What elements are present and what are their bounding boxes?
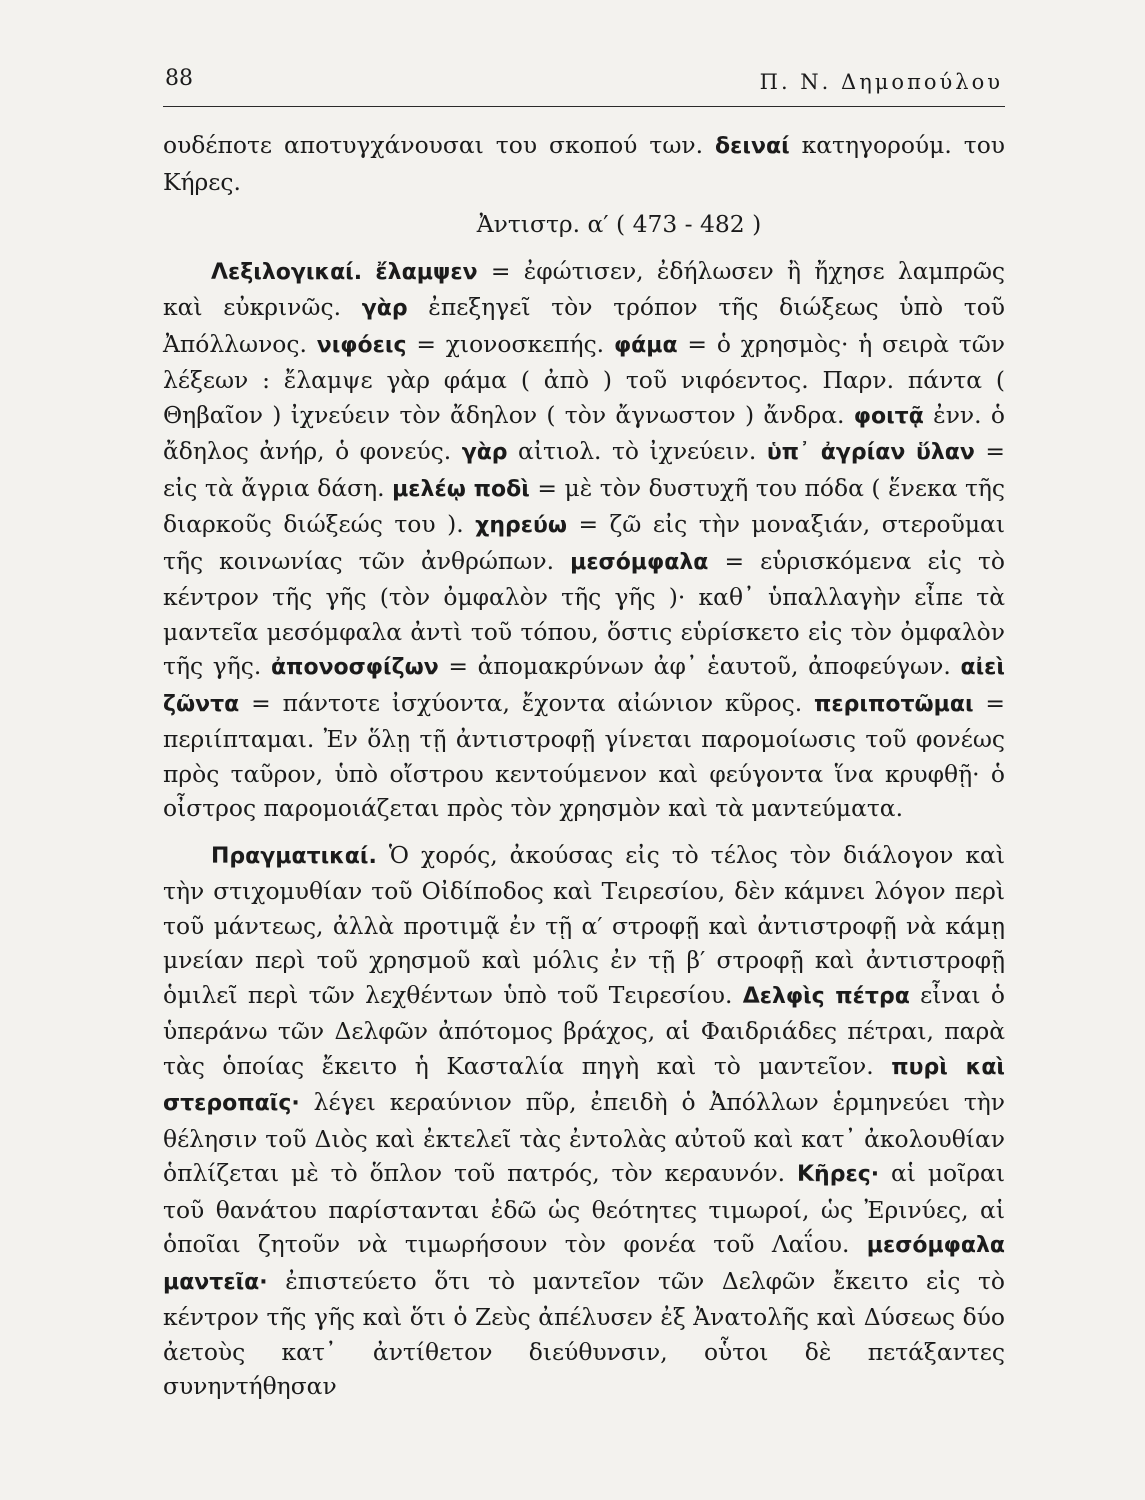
text-run: = μὲ τὸν δυστυχῆ του πόδα ( ἕνεκα τῆς διαρκοῦς διώξεώς του ). (163, 473, 1006, 538)
text-run: ἐπιστεύετο ὅτι τὸ μαντεῖον τῶν Δελφῶν ἔκειτο εἰς τὸ κέντρον τῆς γῆς καὶ ὅτι ὁ Ζεὺς ἀπέλυσεν ἐξ Ἀνατολῆς καὶ Δύσεως δύο ἀετοὺς κατ᾽ ἀντίθετον διεύθυνσιν, οὗτοι δὲ πετάξαντες συνηντήθησαν (163, 1266, 1005, 1400)
lemma-term: Δελφὶς πέτρα (742, 983, 910, 1009)
lemma-term: ὑπ᾽ ἀγρίαν ὕλαν (766, 440, 975, 465)
lemma-term: ἀπονοσφίζων (270, 655, 439, 680)
page-header (163, 66, 1005, 107)
lemma-term: μεσόμφαλα (570, 549, 709, 575)
lemma-term: μεσόμφαλα μαντεῖα· (163, 1233, 1005, 1295)
text-run: = εὑρισκόμενα εἰς τὸ κέντρον τῆς γῆς (τὸν ὀμφαλὸν τῆς γῆς )· καθ᾽ ὑπαλλαγὴν εἶπε τὰ μαντεῖα μεσόμφαλα ἀντὶ τοῦ τόπου, ὅστις εὑρίσκετο εἰς τὸν ὀμφαλὸν τῆς γῆς. (163, 546, 1005, 680)
lemma-term: Πραγματικαί. (211, 843, 377, 869)
text-run: αἱ μοῖραι τοῦ θανάτου παρίστανται ἐδῶ ὡς θεότητες τιμωροί, ὡς Ἐρινύες, αἱ ὁποῖαι ζητοῦν νὰ τιμωρήσουν τὸν φονέα τοῦ Λαΐου. (163, 1159, 1005, 1258)
lemma-term: δειναί (715, 134, 790, 159)
text-run: = πάντοτε ἰσχύοντα, ἔχοντα αἰώνιον κῦρος. (239, 688, 814, 717)
lemma-term: γὰρ (361, 296, 408, 321)
lemma-term: γὰρ (461, 440, 508, 465)
lemma-term: χηρεύω (475, 513, 567, 538)
text-run: = εἰς τὰ ἄγρια δάση. (163, 437, 1005, 502)
page-number: 88 (165, 66, 193, 91)
lemma-term: φάμα (613, 332, 678, 358)
lemma-term: αἰεὶ ζῶντα (163, 655, 1005, 717)
text-run: κατηγορούμ. του Κήρες. (163, 131, 1006, 196)
text-run: ἐπεξηγεῖ τὸν τρόπον τῆς διώξεως ὑπὸ τοῦ Ἀπόλλωνος. (163, 293, 1005, 358)
factual-notes-paragraph (163, 838, 1005, 1404)
intro-paragraph (163, 128, 1005, 199)
lemma-term: νιφόεις (316, 332, 407, 358)
lemma-term: Λεξιλογικαί. (211, 259, 363, 285)
text-run: εἶναι ὁ ὑπεράνω τῶν Δελφῶν ἀπότομος βράχος, αἱ Φαιδριάδες πέτραι, παρὰ τὰς ὁποίας ἔκειτο ἡ Κασταλία πηγὴ καὶ τὸ μαντεῖον. (163, 980, 1005, 1080)
antistrophe-heading (163, 207, 1005, 242)
lemma-term: ἔλαμψεν (375, 259, 478, 285)
text-run: ουδέποτε αποτυγχάνουσαι του σκοπού των. (163, 131, 716, 159)
text-run: = ζῶ εἰς τὴν μοναξιάν, στεροῦμαι τῆς κοινωνίας τῶν ἀνθρώπων. (163, 510, 1005, 575)
text-run (362, 257, 375, 285)
text-run: = ὁ χρησμὸς· ἡ σειρὰ τῶν λέξεων : ἔλαμψε γὰρ φάμα ( ἀπὸ ) τοῦ νιφόεντος. Παρν. πάντα ( Θηβαῖον ) ἰχνεύειν τὸν ἄδηλον ( τὸν ἄγνωστον ) ἄνδρα. (163, 329, 1005, 429)
lemma-term: Κῆρες· (796, 1162, 880, 1187)
text-run: Ἀντιστρ. α′ ( 473 - 482 ) (476, 210, 762, 238)
text-run: Ὁ χορός, ἀκούσας εἰς τὸ τέλος τὸν διάλογον καὶ τὴν στιχομυθίαν τοῦ Οἰδίποδος καὶ Τειρεσίου, δὲν κάμνει λόγον περὶ τοῦ μάντεως, ἀλλὰ προτιμᾷ ἐν τῇ α′ στροφῇ καὶ ἀντιστροφῇ νὰ κάμῃ μνείαν περὶ τοῦ χρησμοῦ καὶ μόλις ἐν τῇ β′ στροφῇ καὶ ἀντιστροφῇ ὁμιλεῖ περὶ τῶν λεχθέντων ὑπὸ τοῦ Τειρεσίου. (163, 840, 1005, 1009)
text-run: = χιονοσκεπής. (406, 329, 614, 358)
lemma-term: φοιτᾷ (853, 403, 924, 429)
running-head-author: Π. Ν. Δημοπούλου (759, 70, 1003, 94)
lemma-term: μελέῳ ποδὶ (392, 476, 530, 502)
lemma-term: πυρὶ καὶ στεροπαῖς· (163, 1054, 1005, 1116)
paragraph-gap (163, 826, 1005, 838)
text-run: λέγει κεραύνιον πῦρ, ἐπειδὴ ὁ Ἀπόλλων ἑρμηνεύει τὴν θέλησιν τοῦ Διὸς καὶ ἐκτελεῖ τὰς ἐντολὰς αὐτοῦ καὶ κατ᾽ ἀκολουθίαν ὁπλίζεται μὲ τὸ ὅπλον τοῦ πατρός, τὸν κεραυνόν. (163, 1088, 1005, 1187)
text-run: αἰτιολ. τὸ ἰχνεύειν. (507, 437, 767, 465)
lemma-term: περιποτῶμαι (814, 691, 974, 717)
lexical-notes-paragraph (163, 254, 1005, 826)
text-run: = ἐφώτισεν, ἐδήλωσεν ἢ ἤχησε λαμπρῶς καὶ εὐκρινῶς. (163, 256, 1005, 321)
text-run: ἐνν. ὁ ἄδηλος ἀνήρ, ὁ φονεύς. (163, 400, 1005, 465)
text-run: = ἀπομακρύνων ἀφ᾽ ἑαυτοῦ, ἀποφεύγων. (438, 652, 961, 680)
text-run: = περιίπταμαι. Ἐν ὅλῃ τῇ ἀντιστροφῇ γίνεται παρομοίωσις τοῦ φονέως πρὸς ταῦρον, ὑπὸ οἴστρου κεντούμενον καὶ φεύγοντα ἵνα κρυφθῇ· ὁ οἶστρος παρομοιάζεται πρὸς τὸν χρησμὸν καὶ τὰ μαντεύματα. (163, 688, 1005, 822)
body-text (163, 128, 1005, 1404)
